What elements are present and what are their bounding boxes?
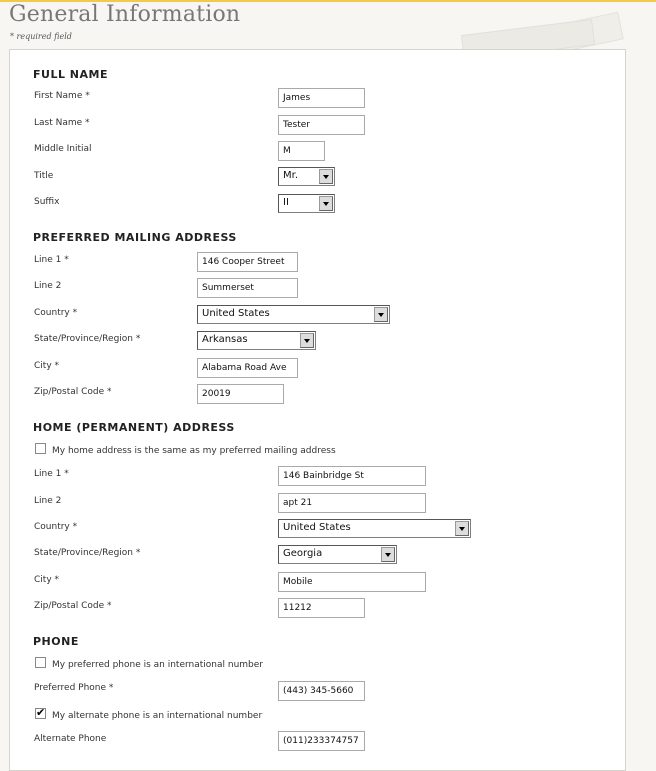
home-same-checkbox-label: My home address is the same as my preferred mailing address xyxy=(52,446,336,456)
title-label: Title xyxy=(34,171,54,181)
pref-intl-checkbox[interactable] xyxy=(35,657,46,668)
mailing-line1-label: Line 1 * xyxy=(34,255,69,265)
required-field-note: * required field xyxy=(10,32,72,41)
mailing-line2-input[interactable]: Summerset xyxy=(197,278,298,298)
mailing-line2-label: Line 2 xyxy=(34,281,62,291)
home-state-label: State/Province/Region * xyxy=(34,548,141,558)
suffix-select[interactable] xyxy=(278,194,335,213)
section-full-name: FULL NAME xyxy=(33,68,108,81)
page-title: General Information xyxy=(9,2,241,27)
chevron-down-icon[interactable] xyxy=(300,333,314,348)
section-mailing-address: PREFERRED MAILING ADDRESS xyxy=(33,231,237,244)
alt-intl-checkbox-label: My alternate phone is an international number xyxy=(52,711,263,721)
suffix-label: Suffix xyxy=(34,197,60,207)
mailing-country-value: United States xyxy=(202,308,270,319)
home-country-select[interactable] xyxy=(278,519,471,538)
home-city-label: City * xyxy=(34,575,60,585)
chevron-down-icon[interactable] xyxy=(374,307,388,322)
chevron-down-icon[interactable] xyxy=(319,196,333,211)
mailing-city-label: City * xyxy=(34,361,60,371)
home-zip-label: Zip/Postal Code * xyxy=(34,601,112,611)
chevron-down-icon[interactable] xyxy=(319,169,333,184)
mailing-zip-input[interactable]: 20019 xyxy=(197,384,284,404)
home-city-input[interactable]: Mobile xyxy=(278,572,426,592)
chevron-down-icon[interactable] xyxy=(455,521,469,536)
last-name-input[interactable]: Tester xyxy=(278,115,365,135)
last-name-label: Last Name * xyxy=(34,118,90,128)
home-state-value: Georgia xyxy=(283,548,323,559)
preferred-phone-label: Preferred Phone * xyxy=(34,683,114,693)
chevron-down-icon[interactable] xyxy=(381,547,395,562)
section-phone: PHONE xyxy=(33,635,79,648)
preferred-phone-input[interactable]: (443) 345-5660 xyxy=(278,681,365,701)
mailing-state-select[interactable] xyxy=(197,331,316,350)
home-line1-input[interactable]: 146 Bainbridge St xyxy=(278,466,426,486)
home-line1-label: Line 1 * xyxy=(34,469,69,479)
pref-intl-checkbox-label: My preferred phone is an international number xyxy=(52,660,263,670)
first-name-input[interactable]: James xyxy=(278,88,365,108)
alternate-phone-label: Alternate Phone xyxy=(34,734,107,744)
title-select-value: Mr. xyxy=(283,170,298,181)
alternate-phone-input[interactable]: (011)233374757 xyxy=(278,731,365,751)
mailing-line1-input[interactable]: 146 Cooper Street xyxy=(197,252,298,272)
first-name-label: First Name * xyxy=(34,91,90,101)
home-country-value: United States xyxy=(283,522,351,533)
home-country-label: Country * xyxy=(34,522,78,532)
section-home-address: HOME (PERMANENT) ADDRESS xyxy=(33,421,235,434)
title-select[interactable] xyxy=(278,167,335,186)
home-line2-input[interactable]: apt 21 xyxy=(278,493,426,513)
mailing-country-label: Country * xyxy=(34,308,78,318)
mailing-country-select[interactable] xyxy=(197,305,390,324)
middle-initial-label: Middle Initial xyxy=(34,144,92,154)
home-same-checkbox[interactable] xyxy=(35,443,46,454)
mailing-state-value: Arkansas xyxy=(202,334,248,345)
mailing-state-label: State/Province/Region * xyxy=(34,334,141,344)
middle-initial-input[interactable]: M xyxy=(278,141,325,161)
mailing-zip-label: Zip/Postal Code * xyxy=(34,387,112,397)
home-state-select[interactable] xyxy=(278,545,397,564)
alt-intl-checkbox[interactable] xyxy=(35,708,46,719)
suffix-select-value: II xyxy=(283,197,289,208)
home-zip-input[interactable]: 11212 xyxy=(278,598,365,618)
home-line2-label: Line 2 xyxy=(34,496,62,506)
mailing-city-input[interactable]: Alabama Road Ave xyxy=(197,358,298,378)
